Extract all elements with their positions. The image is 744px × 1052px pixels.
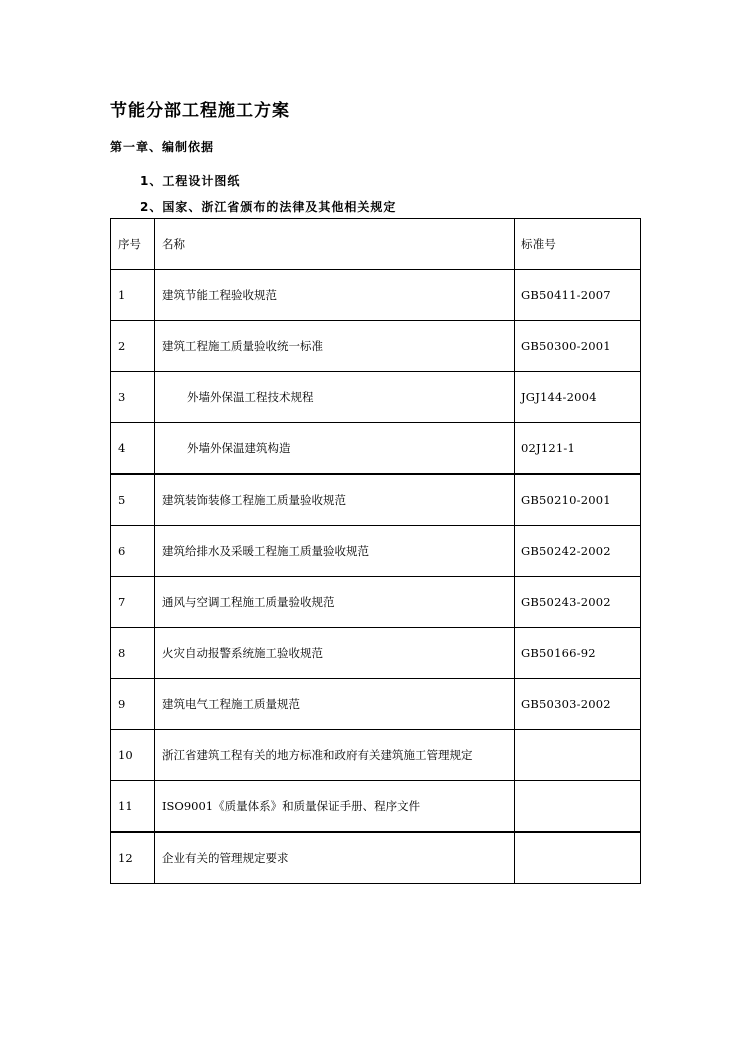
table-row xyxy=(111,679,641,730)
row-name: 建筑工程施工质量验收统一标准 xyxy=(155,321,515,372)
row-code: GB50243-2002 xyxy=(515,577,641,628)
row-no: 5 xyxy=(111,474,155,526)
row-no: 12 xyxy=(111,832,155,884)
header-name: 名称 xyxy=(155,219,515,270)
row-no: 9 xyxy=(111,679,155,730)
row-code: GB50411-2007 xyxy=(515,270,641,321)
row-code xyxy=(515,832,641,884)
row-name: 火灾自动报警系统施工验收规范 xyxy=(155,628,515,679)
row-no: 11 xyxy=(111,781,155,833)
row-name: 企业有关的管理规定要求 xyxy=(155,832,515,884)
table-row xyxy=(111,474,641,526)
row-name: 外墙外保温工程技术规程 xyxy=(155,372,515,423)
header-code: 标准号 xyxy=(515,219,641,270)
table-row xyxy=(111,321,641,372)
basis-item-2: 2、国家、浙江省颁布的法律及其他相关规定 xyxy=(140,200,397,214)
table-row xyxy=(111,628,641,679)
table-row xyxy=(111,270,641,321)
header-no: 序号 xyxy=(111,219,155,270)
table-row xyxy=(111,423,641,475)
standards-table xyxy=(110,218,641,884)
table-header-row xyxy=(111,219,641,270)
row-code xyxy=(515,730,641,781)
row-name: 建筑电气工程施工质量规范 xyxy=(155,679,515,730)
row-code: GB50242-2002 xyxy=(515,526,641,577)
row-name: 建筑节能工程验收规范 xyxy=(155,270,515,321)
row-code: 02J121-1 xyxy=(515,423,641,475)
row-no: 6 xyxy=(111,526,155,577)
row-name: 浙江省建筑工程有关的地方标准和政府有关建筑施工管理规定 xyxy=(155,730,515,781)
document-title: 节能分部工程施工方案 xyxy=(110,101,290,121)
row-no: 1 xyxy=(111,270,155,321)
row-code: GB50166-92 xyxy=(515,628,641,679)
table-row xyxy=(111,577,641,628)
table-row xyxy=(111,372,641,423)
row-name: ISO9001《质量体系》和质量保证手册、程序文件 xyxy=(155,781,515,833)
row-name: 建筑装饰装修工程施工质量验收规范 xyxy=(155,474,515,526)
row-name: 通风与空调工程施工质量验收规范 xyxy=(155,577,515,628)
row-code: GB50300-2001 xyxy=(515,321,641,372)
row-no: 3 xyxy=(111,372,155,423)
row-code xyxy=(515,781,641,833)
row-code: JGJ144-2004 xyxy=(515,372,641,423)
row-no: 8 xyxy=(111,628,155,679)
chapter-heading: 第一章、编制依据 xyxy=(110,140,215,154)
row-code: GB50210-2001 xyxy=(515,474,641,526)
table-row xyxy=(111,730,641,781)
row-name: 建筑给排水及采暖工程施工质量验收规范 xyxy=(155,526,515,577)
row-name: 外墙外保温建筑构造 xyxy=(155,423,515,475)
table-row xyxy=(111,781,641,833)
row-no: 4 xyxy=(111,423,155,475)
row-no: 7 xyxy=(111,577,155,628)
row-code: GB50303-2002 xyxy=(515,679,641,730)
table-row xyxy=(111,832,641,884)
row-no: 2 xyxy=(111,321,155,372)
basis-item-1: 1、工程设计图纸 xyxy=(140,174,241,188)
table-row xyxy=(111,526,641,577)
row-no: 10 xyxy=(111,730,155,781)
